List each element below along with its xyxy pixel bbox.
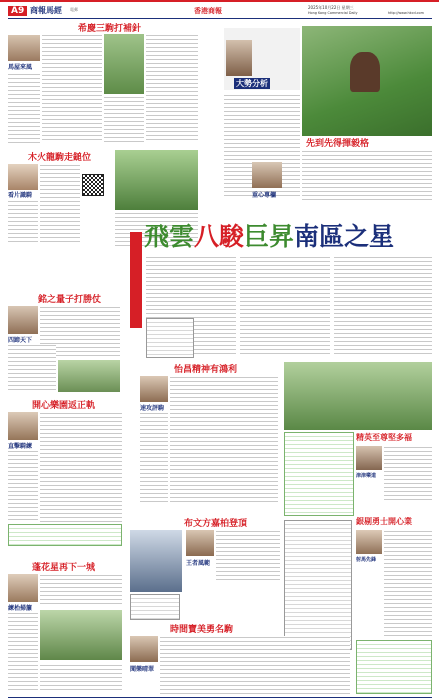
column-body bbox=[216, 530, 280, 582]
jockey-silhouette bbox=[350, 52, 380, 92]
column-title: 先到先得揮毅格 bbox=[306, 139, 370, 149]
author-name: 四蹄天下 bbox=[8, 337, 33, 344]
bottom-table bbox=[356, 640, 432, 694]
author-photo bbox=[356, 530, 382, 554]
big-column-label: 大勢分析 bbox=[236, 79, 268, 88]
section-title: 商報馬經 bbox=[30, 6, 62, 15]
column-col1 bbox=[8, 21, 198, 146]
top-rule bbox=[0, 0, 439, 2]
author-photo bbox=[8, 306, 38, 334]
page-number: A9 bbox=[8, 6, 27, 16]
author-photo bbox=[8, 574, 38, 602]
paper-name: Hong Kong Commercial Daily bbox=[308, 11, 358, 15]
author-photo bbox=[130, 636, 158, 662]
column-body bbox=[170, 376, 278, 502]
author-name: 重心專欄 bbox=[252, 192, 277, 199]
column-body bbox=[302, 150, 432, 202]
column-col3 bbox=[8, 292, 128, 392]
entries-table bbox=[146, 318, 194, 358]
masthead-rule bbox=[8, 18, 432, 19]
column-col11 bbox=[252, 136, 432, 216]
column-body bbox=[40, 412, 122, 532]
column-title: 開心樂園返正軌 bbox=[32, 401, 96, 411]
main-headline bbox=[144, 222, 394, 252]
column-body-3 bbox=[40, 664, 122, 692]
race-photo bbox=[104, 34, 144, 94]
author-photo bbox=[356, 446, 382, 470]
headline-banner bbox=[130, 232, 142, 328]
bottom-rule bbox=[8, 697, 432, 698]
author-photo bbox=[8, 35, 40, 61]
race-table bbox=[8, 524, 122, 546]
column-body-3 bbox=[104, 96, 144, 142]
trainer-photo bbox=[130, 530, 182, 592]
author-photo bbox=[252, 162, 282, 188]
column-body-2 bbox=[8, 612, 38, 692]
column-col2 bbox=[8, 150, 113, 250]
author-photo bbox=[8, 164, 38, 190]
author-name: 王者風範 bbox=[186, 560, 211, 567]
column-body bbox=[40, 164, 80, 244]
column-body-2 bbox=[140, 412, 168, 502]
author-photo bbox=[186, 530, 214, 556]
column-body-2 bbox=[8, 450, 38, 520]
masthead bbox=[8, 4, 432, 17]
column-body bbox=[384, 446, 432, 502]
odds-table bbox=[130, 594, 180, 620]
column-title: 木火龍駒走鎚位 bbox=[28, 153, 92, 163]
column-body bbox=[42, 34, 102, 142]
race-photo-2 bbox=[115, 150, 198, 210]
paper-url: http://www.hkcd.com bbox=[388, 11, 424, 15]
column-col5 bbox=[8, 560, 128, 692]
qr-code-icon[interactable] bbox=[82, 174, 104, 196]
main-article-col3 bbox=[334, 256, 432, 356]
column-body-4 bbox=[146, 34, 198, 142]
column-body-2 bbox=[8, 344, 56, 392]
author-name: 津津樂道 bbox=[356, 473, 377, 479]
column-title: 精英至尊堅多福 bbox=[356, 433, 412, 442]
column-col10 bbox=[356, 516, 432, 636]
column-body bbox=[40, 574, 122, 606]
column-body bbox=[384, 530, 432, 636]
headline-part3: 巨昇 bbox=[244, 222, 295, 251]
headline-part4: 南區之星 bbox=[294, 222, 395, 251]
horse-photo bbox=[40, 610, 122, 660]
author-name: 速攻評駒 bbox=[140, 405, 165, 412]
main-article-col2 bbox=[240, 256, 330, 356]
column-body-2 bbox=[8, 200, 38, 244]
author-name: 聞樂晴翠 bbox=[130, 666, 155, 673]
column-col6 bbox=[130, 362, 280, 502]
result-table bbox=[284, 432, 354, 516]
author-name: 看片識騎 bbox=[8, 192, 33, 199]
author-name: 射馬先鋒 bbox=[356, 557, 377, 563]
column-title: 希慶三駒打補針 bbox=[78, 24, 142, 34]
column-col8 bbox=[130, 622, 352, 696]
column-title: 銀剔勇士開心業 bbox=[356, 517, 412, 526]
column-title: 銘之量子打勝仗 bbox=[38, 295, 102, 305]
issue-date: 2025年10月22日 星期三 bbox=[308, 5, 354, 10]
column-col9 bbox=[356, 362, 432, 502]
column-title: 布文方嘉柏登頂 bbox=[184, 519, 248, 529]
column-body bbox=[160, 636, 350, 696]
big-column-avatar bbox=[226, 40, 252, 76]
author-name: 馬屋來風 bbox=[8, 64, 33, 71]
horse-photo bbox=[58, 360, 120, 392]
column-title: 蓬花星再下一城 bbox=[32, 563, 96, 573]
column-col4 bbox=[8, 398, 128, 546]
column-title: 時間寶美勇名駒 bbox=[170, 625, 234, 635]
author-name: 直擊騎練 bbox=[8, 443, 33, 450]
headline-part2: 八駿 bbox=[194, 222, 245, 251]
masthead-logo: 香港商報 bbox=[194, 6, 222, 15]
column-body-2 bbox=[8, 73, 40, 143]
author-photo bbox=[140, 376, 168, 402]
author-photo bbox=[8, 412, 38, 440]
headline-part1: 飛雲 bbox=[144, 222, 195, 251]
column-title: 怡昌精神有鴻利 bbox=[174, 365, 238, 375]
editor-label: 電郵 bbox=[70, 7, 78, 12]
author-name: 練枱掃簾 bbox=[8, 605, 33, 612]
